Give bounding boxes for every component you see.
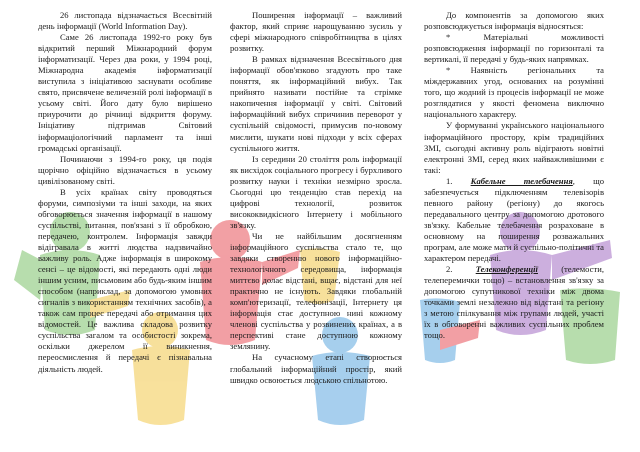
bullet-item: * Наявність регіональних та міждержавних угод, основаних на розумінні того, що жодний із процесів інформації не може розглядатися у якості феномена виключно національного характеру.: [424, 65, 604, 120]
text-column-left: [38, 10, 212, 375]
numbered-item: [424, 176, 604, 264]
bullet-item: * Матеріальні можливості розповсюдження інформації по горизонталі та вертикалі, її передачі у будь-яких напрямках.: [424, 32, 604, 65]
paragraph: До компонентів за допомогою яких розповсюджується інформація відносяться:: [424, 10, 604, 32]
paragraph: На сучасному етапі створюється глобальний інформаційний простір, який швидко освоюється людською спільнотою.: [230, 352, 402, 385]
paragraph: В рамках відзначення Всесвітнього дня інформації обов'язково згадують про таке поняття, як інформаційний вибух. Так прийнято називати постійне та стрімке накопичення інформації у світі. Світовий інформаційний вибух спричинив переворот у суспільній свідомості, примусив по-новому мислити, шукати нові підходи у всіх сферах суспільного життя.: [230, 54, 402, 153]
paragraph: Чи не найбільшим досягненням інформаційного суспільства стало те, що завдяки створенню нового інформаційно-технологічного середовища, інформація миттєво долає відстані, вщає, відстані для неї практично не існують. Завдяки глобальній комп'ютеризації, телефонізації, Інтернету ця інформація стає доступною нині кожному членові суспільства у розвинених країнах, а в перспективі стане доступною кожному землянину.: [230, 230, 402, 352]
paragraph: Саме 26 листопада 1992-го року був відкритий перший Міжнародний форум інформатизації. Через два роки, у 1994 році, Міжнародна академія інформатизації виступила з ініціативою заснувати особливе свято, присвячене величезній ролі інформації в усьому світі. Його дату було вирішено приурочити до річниці відкриття форуму. Ініціативу підтримав Світовий інформаціологічний парламент та інші громадські організації.: [38, 32, 212, 153]
paragraph: Поширення інформації – важливий фактор, який сприяє нарощуванню зусиль у сфері міжнародного співробітництва в цілях розвитку.: [230, 10, 402, 54]
paragraph: У формуванні українського національного інформаційного простору, крім традиційних ЗМІ, сьогодні активну роль відіграють новітні електронні ЗМІ, серед яких найважливішими є такі:: [424, 120, 604, 175]
numbered-item: [424, 264, 604, 341]
item-text: , що забезпечується підключенням телевізорів певного району (регіону) до якогось передавального центру за допомогою дротового зв'язку. Кабельне телебачення розраховане в основному на поширення розважальних програм, але може мати й суспільно-політичні та характером передачі.: [424, 175, 605, 264]
text-column-right: [424, 10, 604, 341]
paragraph: В усіх країнах світу проводяться форуми, симпозіуми та інші заходи, на яких обговорюється значення інформації в нашому суспільстві, питання, пов'язані з її обробкою, передачею, контролем. Інформація завжди відігравала в житті людства надзвичайно важливу роль. Адже інформація в широкому сенсі – це відомості, які передають одні люди іншим усним, письмовим або будь-яким іншим способом (наприклад, за допомогою умовних сигналів з використанням технічних засобів), а також сам процес передачі або отримання цих відомостей. Це важлива складова розвитку суспільства загалом та особистості зокрема, оскільки джерелом її виникнення, переосмислення й передачі є пізнавальна діяльність людей.: [38, 186, 212, 374]
item-number: 2.: [446, 264, 453, 275]
term-teleconference: Телеконференції: [475, 264, 538, 275]
paragraph: Починаючи з 1994-го року, ця подія щорічно офіційно відзначається в усьому цивілізованому світі.: [38, 153, 212, 186]
term-cable-tv: Кабельне телебачення: [470, 175, 573, 186]
paragraph: Із середини 20 століття роль інформації як висхідок соціального прогресу і бурхливого розвитку науки і техніки незмірно зросла. Сьогодні цю тенденцію став перехід на цифрові технології, розвиток висококвидкісного Інтернету і мобільного зв'язку.: [230, 153, 402, 230]
paragraph: 26 листопада відзначається Всесвітній день інформації (World Information Day).: [38, 10, 212, 32]
item-text: (телемости, телеперемички тощо) – встановлення зв'язку за допомогою супутникової техніки між двома точками землі незалежно від відстані та регіону з метою спілкування між групами людей, участі їх в обговоренні важливих суспільних проблем тощо.: [424, 264, 604, 341]
item-number: 1.: [446, 175, 453, 186]
text-column-middle: [230, 10, 402, 386]
